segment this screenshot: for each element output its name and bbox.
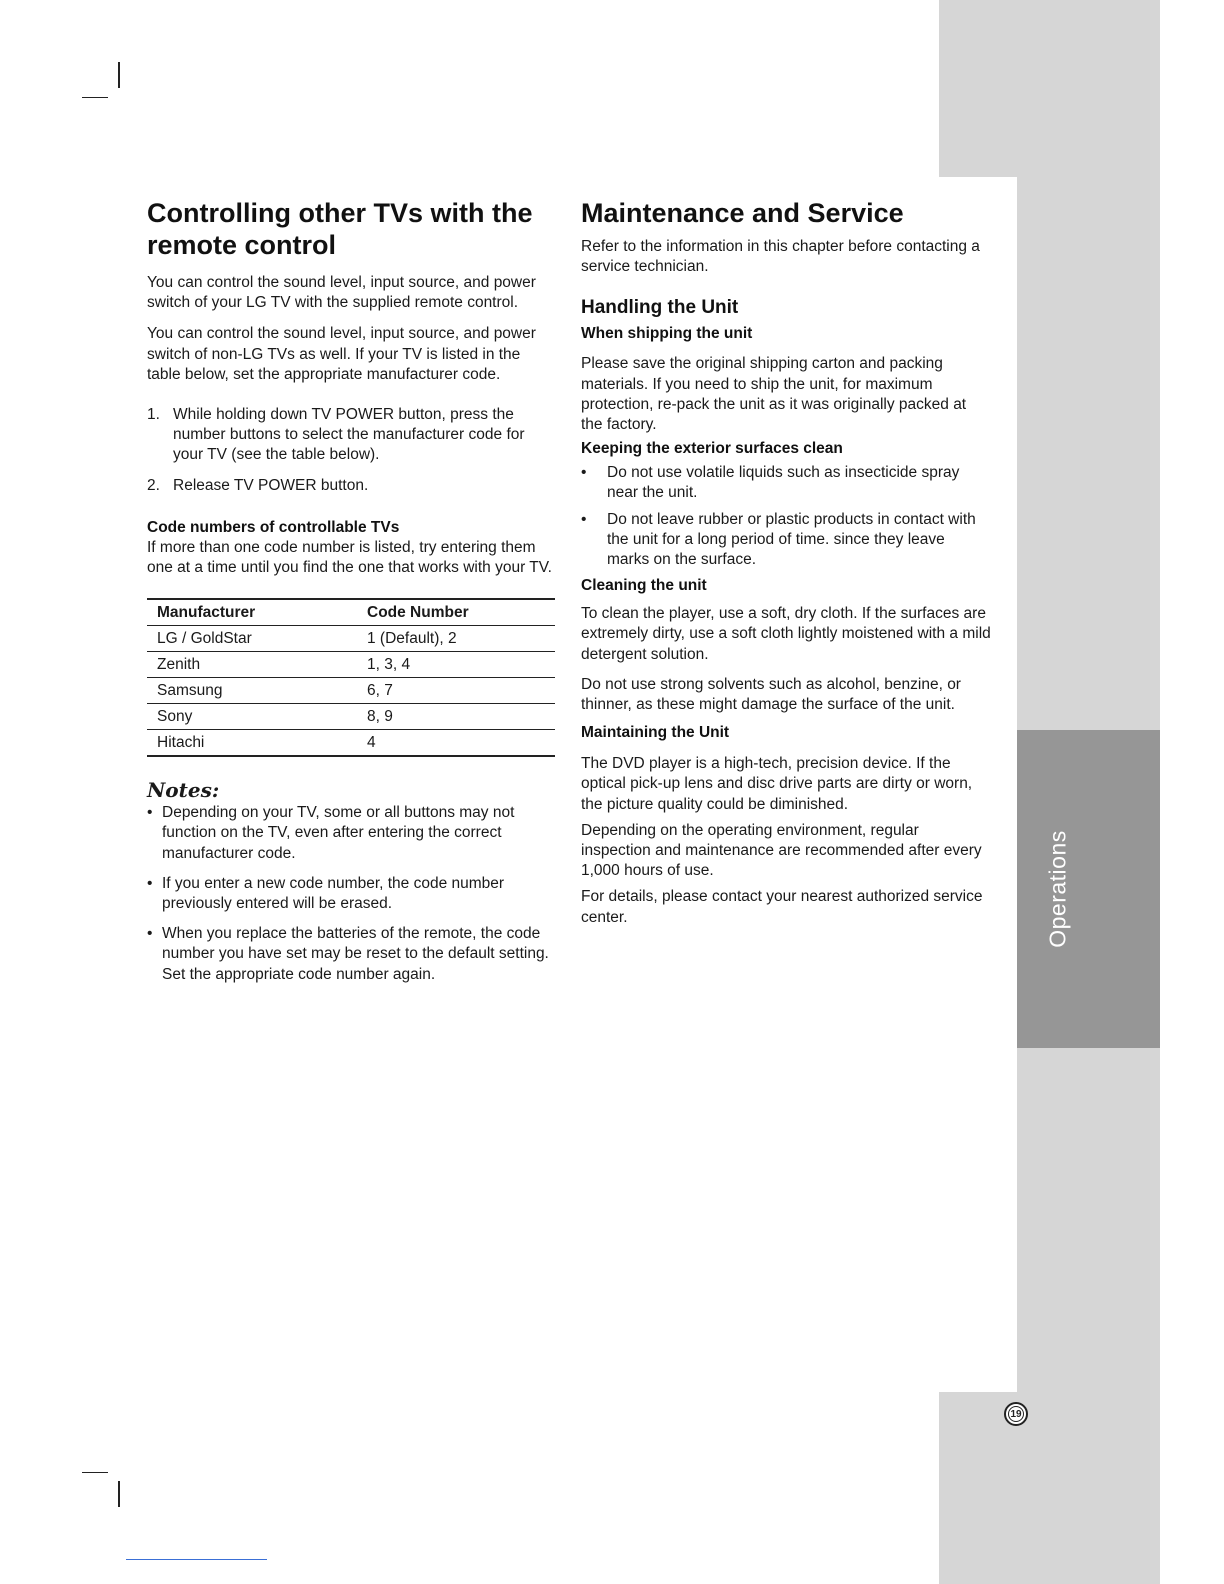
cell-manufacturer: Zenith bbox=[147, 652, 357, 678]
step-item: 1. While holding down TV POWER button, press the number buttons to select the manufacturer code for your TV (see the table below). bbox=[147, 406, 525, 464]
footer-link-underline bbox=[126, 1559, 267, 1560]
cell-code: 1 (Default), 2 bbox=[357, 626, 555, 652]
intro-paragraph-2: You can control the sound level, input source, and power switch of non-LG TVs as well. If your TV is listed in the table below, set the appropriate manufacturer code. bbox=[147, 325, 536, 383]
shipping-heading: When shipping the unit bbox=[581, 325, 753, 343]
table-header-row bbox=[147, 599, 555, 626]
handling-heading: Handling the Unit bbox=[581, 297, 739, 319]
intro-paragraph-1: You can control the sound level, input source, and power switch of your LG TV with the supplied remote control. bbox=[147, 274, 536, 312]
cell-manufacturer: LG / GoldStar bbox=[147, 626, 357, 652]
maintenance-intro: Refer to the information in this chapter before contacting a service technician. bbox=[581, 238, 980, 276]
steps-list bbox=[147, 405, 555, 496]
cell-code: 8, 9 bbox=[357, 704, 555, 730]
column-header-code: Code Number bbox=[357, 599, 555, 626]
cell-manufacturer: Hitachi bbox=[147, 730, 357, 757]
cell-code: 6, 7 bbox=[357, 678, 555, 704]
notes-title: Notes: bbox=[147, 778, 220, 803]
step-item: 2. Release TV POWER button. bbox=[147, 476, 369, 494]
codes-paragraph: If more than one code number is listed, try entering them one at a time until you find the one that works with your TV. bbox=[147, 538, 552, 577]
right-column bbox=[581, 197, 991, 928]
page-number-badge: 19 bbox=[1004, 1402, 1028, 1426]
table-row bbox=[147, 730, 555, 757]
exterior-list bbox=[581, 463, 991, 570]
table-row bbox=[147, 704, 555, 730]
shipping-paragraph: Please save the original shipping carton and packing materials. If you need to ship the unit, for maximum protection, re-pack the unit as it was originally packed at the factory. bbox=[581, 355, 967, 434]
table-row bbox=[147, 678, 555, 704]
exterior-item: • Do not leave rubber or plastic products in contact with the unit for a long period of time. since they leave marks on the surface. bbox=[581, 510, 991, 571]
code-table bbox=[147, 598, 555, 757]
cell-code: 4 bbox=[357, 730, 555, 757]
cell-manufacturer: Sony bbox=[147, 704, 357, 730]
codes-heading: Code numbers of controllable TVs bbox=[147, 518, 400, 536]
exterior-heading: Keeping the exterior surfaces clean bbox=[581, 440, 843, 458]
exterior-item: • Do not use volatile liquids such as insecticide spray near the unit. bbox=[581, 463, 991, 503]
crop-mark-top-vertical bbox=[118, 62, 120, 88]
maintaining-paragraph-1: The DVD player is a high-tech, precision device. If the optical pick-up lens and disc drive parts are dirty or worn, the picture quality could be diminished. bbox=[581, 755, 973, 813]
left-column bbox=[147, 197, 555, 995]
cell-manufacturer: Samsung bbox=[147, 678, 357, 704]
note-item: • When you replace the batteries of the remote, the code number you have set may be reset to the default setting. Set the appropriate code number again. bbox=[147, 924, 555, 985]
table-row bbox=[147, 626, 555, 652]
section-title-maintenance: Maintenance and Service bbox=[581, 198, 904, 228]
side-strip-top bbox=[939, 0, 1160, 177]
column-header-manufacturer: Manufacturer bbox=[147, 599, 357, 626]
cleaning-paragraph-1: To clean the player, use a soft, dry cloth. If the surfaces are extremely dirty, use a soft cloth lightly moistened with a mild detergent solution. bbox=[581, 605, 991, 663]
crop-mark-bottom-vertical bbox=[118, 1481, 120, 1507]
table-row bbox=[147, 652, 555, 678]
maintaining-paragraph-3: For details, please contact your nearest authorized service center. bbox=[581, 888, 983, 926]
crop-mark-bottom-horizontal bbox=[82, 1472, 108, 1473]
note-item: • If you enter a new code number, the code number previously entered will be erased. bbox=[147, 874, 555, 914]
cell-code: 1, 3, 4 bbox=[357, 652, 555, 678]
note-item: • Depending on your TV, some or all buttons may not function on the TV, even after entering the correct manufacturer code. bbox=[147, 803, 555, 864]
section-title-remote: Controlling other TVs with the remote control bbox=[147, 198, 533, 260]
notes-list bbox=[147, 803, 555, 985]
maintaining-heading: Maintaining the Unit bbox=[581, 724, 730, 742]
cleaning-heading: Cleaning the unit bbox=[581, 577, 707, 595]
maintaining-paragraph-2: Depending on the operating environment, regular inspection and maintenance are recommended after every 1,000 hours of use. bbox=[581, 821, 982, 880]
section-tab bbox=[1017, 730, 1160, 1048]
cleaning-paragraph-2: Do not use strong solvents such as alcohol, benzine, or thinner, as these might damage the surface of the unit. bbox=[581, 675, 961, 714]
crop-mark-top-horizontal bbox=[82, 97, 108, 98]
